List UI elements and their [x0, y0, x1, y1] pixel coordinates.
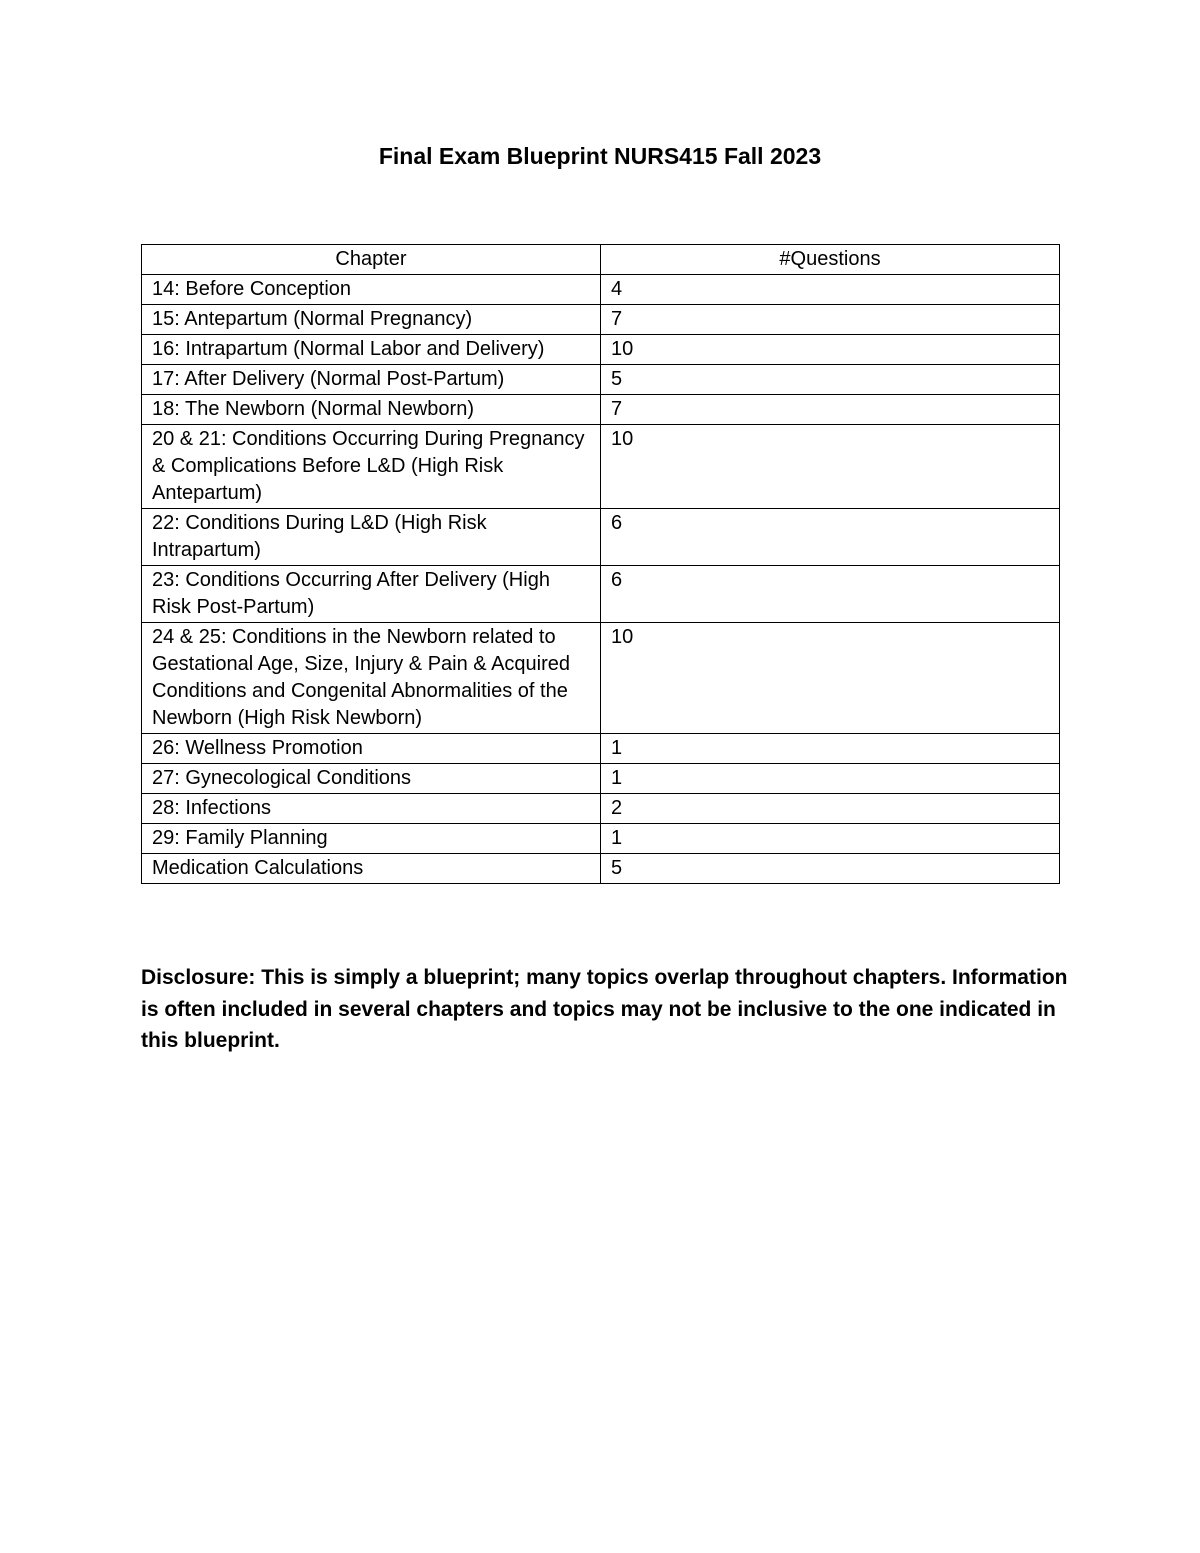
chapter-cell: 20 & 21: Conditions Occurring During Pregnancy & Complications Before L&D (High Risk Antepartum): [142, 425, 601, 509]
header-questions: #Questions: [601, 245, 1060, 275]
table-row: [142, 425, 1060, 509]
table-row: [142, 509, 1060, 566]
table-row: [142, 335, 1060, 365]
chapter-cell: 23: Conditions Occurring After Delivery (High Risk Post-Partum): [142, 566, 601, 623]
questions-cell: 7: [601, 305, 1060, 335]
questions-cell: 1: [601, 824, 1060, 854]
chapter-cell: 14: Before Conception: [142, 275, 601, 305]
chapter-cell: 24 & 25: Conditions in the Newborn related to Gestational Age, Size, Injury & Pain & Acquired Conditions and Congenital Abnormalities of the Newborn (High Risk Newborn): [142, 623, 601, 734]
table-row: [142, 365, 1060, 395]
chapter-cell: 29: Family Planning: [142, 824, 601, 854]
table-row: [142, 854, 1060, 884]
questions-cell: 10: [601, 335, 1060, 365]
chapter-cell: 26: Wellness Promotion: [142, 734, 601, 764]
questions-cell: 5: [601, 854, 1060, 884]
table-row: [142, 395, 1060, 425]
table-row: [142, 305, 1060, 335]
table-row: [142, 734, 1060, 764]
table-header-row: [142, 245, 1060, 275]
blueprint-table: [141, 244, 1060, 884]
questions-cell: 5: [601, 365, 1060, 395]
questions-cell: 1: [601, 734, 1060, 764]
table-row: [142, 794, 1060, 824]
questions-cell: 7: [601, 395, 1060, 425]
chapter-cell: 15: Antepartum (Normal Pregnancy): [142, 305, 601, 335]
questions-cell: 10: [601, 425, 1060, 509]
chapter-cell: 28: Infections: [142, 794, 601, 824]
questions-cell: 10: [601, 623, 1060, 734]
chapter-cell: 17: After Delivery (Normal Post-Partum): [142, 365, 601, 395]
table-row: [142, 275, 1060, 305]
table-row: [142, 764, 1060, 794]
table-row: [142, 824, 1060, 854]
chapter-cell: 18: The Newborn (Normal Newborn): [142, 395, 601, 425]
chapter-cell: Medication Calculations: [142, 854, 601, 884]
chapter-cell: 22: Conditions During L&D (High Risk Intrapartum): [142, 509, 601, 566]
chapter-cell: 27: Gynecological Conditions: [142, 764, 601, 794]
questions-cell: 6: [601, 566, 1060, 623]
table-row: [142, 566, 1060, 623]
chapter-cell: 16: Intrapartum (Normal Labor and Delivery): [142, 335, 601, 365]
questions-cell: 1: [601, 764, 1060, 794]
table-row: [142, 623, 1060, 734]
questions-cell: 4: [601, 275, 1060, 305]
questions-cell: 6: [601, 509, 1060, 566]
disclosure-paragraph: Disclosure: This is simply a blueprint; many topics overlap throughout chapters. Information is often included in several chapters and topics may not be inclusive to the one indicated in this blueprint.: [141, 966, 1068, 1052]
document-title: Final Exam Blueprint NURS415 Fall 2023: [378, 143, 822, 169]
questions-cell: 2: [601, 794, 1060, 824]
header-chapter: Chapter: [142, 245, 601, 275]
